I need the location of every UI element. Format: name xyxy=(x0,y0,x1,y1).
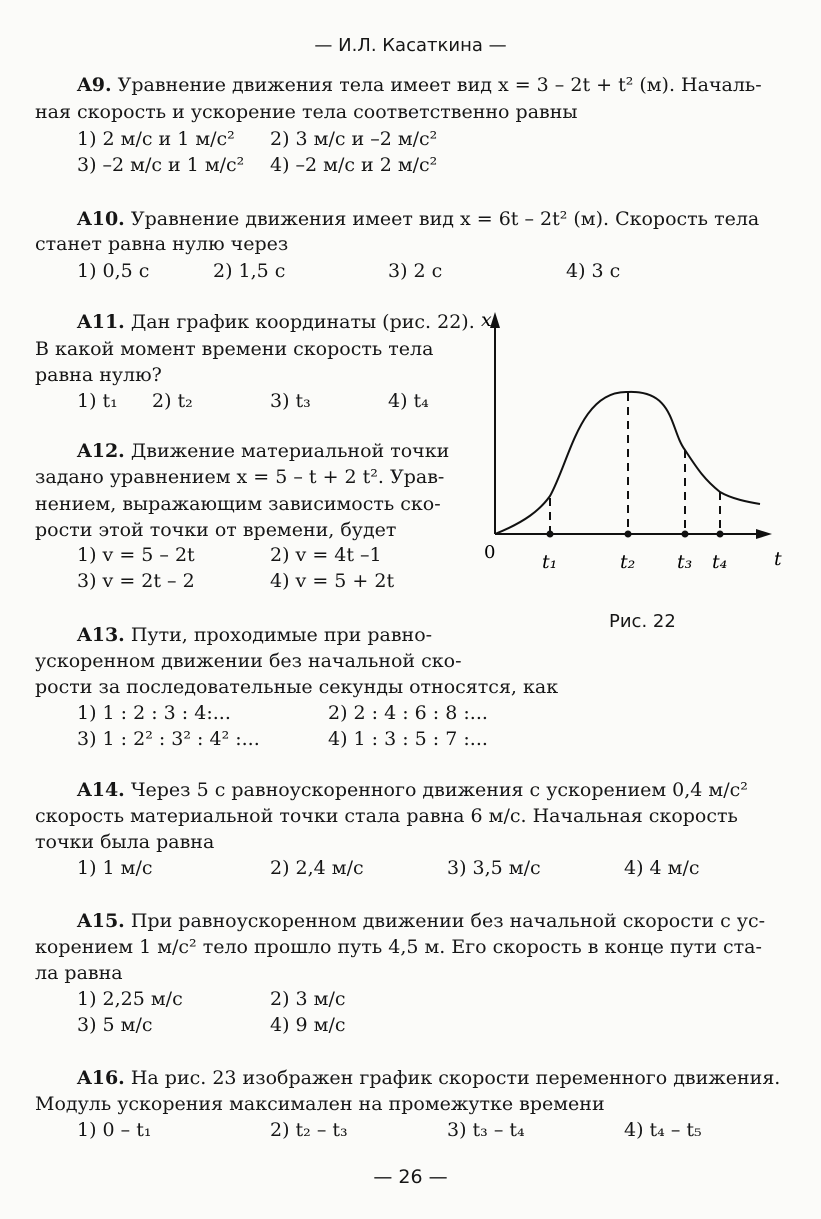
question-id: A11. xyxy=(77,311,125,333)
option-4[interactable]: 4) t₄ xyxy=(388,390,429,412)
option-3[interactable]: 3) t₃ – t₄ xyxy=(447,1119,525,1141)
option-4[interactable]: 4) t₄ – t₅ xyxy=(624,1119,702,1141)
t1-point xyxy=(547,531,554,538)
y-axis-label: x xyxy=(481,309,492,331)
question-text-line: задано уравнением x = 5 – t + 2 t². Урав- xyxy=(35,466,445,488)
option-3[interactable]: 3) v = 2t – 2 xyxy=(77,570,195,592)
option-4[interactable]: 4) 3 с xyxy=(566,260,621,282)
question-text-line: Через 5 с равноускоренного движения с ускорением 0,4 м/с² xyxy=(130,779,748,801)
question-text-line: рости этой точки от времени, будет xyxy=(35,519,397,541)
question-id: A14. xyxy=(77,779,125,801)
question-text-line: равна нулю? xyxy=(35,364,162,386)
x-axis-arrow xyxy=(756,529,772,539)
option-1[interactable]: 1) 0 – t₁ xyxy=(77,1119,152,1141)
question-id: A13. xyxy=(77,624,125,646)
tick-label-t1: t₁ xyxy=(542,551,558,573)
option-1[interactable]: 1) 2 м/с и 1 м/с² xyxy=(77,128,235,150)
option-2[interactable]: 2) v = 4t –1 xyxy=(270,544,382,566)
tick-label-t3: t₃ xyxy=(677,551,693,573)
page-footer: — 26 — xyxy=(373,1166,448,1188)
origin-label: 0 xyxy=(484,542,496,563)
question-id: A9. xyxy=(77,74,112,96)
x-axis-label: t xyxy=(774,548,782,570)
question-id: A12. xyxy=(77,440,125,462)
option-3[interactable]: 3) 1 : 2² : 3² : 4² :... xyxy=(77,728,260,750)
option-2[interactable]: 2) 3 м/с xyxy=(270,988,346,1010)
option-3[interactable]: 3) –2 м/с и 1 м/с² xyxy=(77,154,245,176)
option-2[interactable]: 2) 3 м/с и –2 м/с² xyxy=(270,128,438,150)
question-text-line: При равноускоренном движении без начальной скорости с ус- xyxy=(130,910,766,932)
option-4[interactable]: 4) 4 м/с xyxy=(624,857,700,879)
option-2[interactable]: 2) t₂ – t₃ xyxy=(270,1119,348,1141)
question-text-line: ускоренном движении без начальной ско- xyxy=(35,650,462,672)
question-text-line: Дан график координаты (рис. 22). xyxy=(130,311,475,333)
option-4[interactable]: 4) 1 : 3 : 5 : 7 :... xyxy=(328,728,488,750)
figure-22 xyxy=(470,300,800,600)
t2-point xyxy=(625,531,632,538)
question-text-line: Пути, проходимые при равно- xyxy=(130,624,433,646)
option-2[interactable]: 2) 2 : 4 : 6 : 8 :... xyxy=(328,702,488,724)
question-text-line: точки была равна xyxy=(35,831,215,853)
question-text-line: скорость материальной точки стала равна 6 м/с. Начальная скорость xyxy=(35,805,738,827)
option-4[interactable]: 4) –2 м/с и 2 м/с² xyxy=(270,154,438,176)
question-text-line: нением, выражающим зависимость ско- xyxy=(35,493,441,515)
question-text-line: Движение материальной точки xyxy=(130,440,450,462)
option-2[interactable]: 2) t₂ xyxy=(152,390,193,412)
question-text-line: ная скорость и ускорение тела соответственно равны xyxy=(35,101,578,123)
question-id: A10. xyxy=(77,208,125,230)
question-text-line: корением 1 м/с² тело прошло путь 4,5 м. Его скорость в конце пути ста- xyxy=(35,936,762,958)
question-text-line: В какой момент времени скорость тела xyxy=(35,338,434,360)
question-text-line: рости за последовательные секунды относятся, как xyxy=(35,676,559,698)
figure-caption: Рис. 22 xyxy=(609,611,676,632)
option-1[interactable]: 1) 0,5 с xyxy=(77,260,150,282)
option-4[interactable]: 4) 9 м/с xyxy=(270,1014,346,1036)
option-4[interactable]: 4) v = 5 + 2t xyxy=(270,570,395,592)
page-header: — И.Л. Касаткина — xyxy=(314,35,507,56)
option-1[interactable]: 1) v = 5 – 2t xyxy=(77,544,195,566)
option-2[interactable]: 2) 2,4 м/с xyxy=(270,857,364,879)
option-3[interactable]: 3) t₃ xyxy=(270,390,311,412)
question-text-line: Уравнение движения имеет вид x = 6t – 2t² (м). Скорость тела xyxy=(130,208,760,230)
option-1[interactable]: 1) t₁ xyxy=(77,390,118,412)
question-text-line: Уравнение движения тела имеет вид x = 3 – 2t + t² (м). Началь- xyxy=(117,74,762,96)
t3-point xyxy=(682,531,689,538)
question-id: A16. xyxy=(77,1067,125,1089)
question-text-line: ла равна xyxy=(35,962,123,984)
option-1[interactable]: 1) 1 м/с xyxy=(77,857,153,879)
tick-label-t2: t₂ xyxy=(620,551,636,573)
option-3[interactable]: 3) 3,5 м/с xyxy=(447,857,541,879)
question-id: A15. xyxy=(77,910,125,932)
t4-point xyxy=(717,531,724,538)
question-text-line: станет равна нулю через xyxy=(35,233,289,255)
option-3[interactable]: 3) 5 м/с xyxy=(77,1014,153,1036)
option-1[interactable]: 1) 2,25 м/с xyxy=(77,988,183,1010)
option-1[interactable]: 1) 1 : 2 : 3 : 4:... xyxy=(77,702,231,724)
question-text-line: На рис. 23 изображен график скорости переменного движения. xyxy=(130,1067,781,1089)
option-2[interactable]: 2) 1,5 с xyxy=(213,260,286,282)
option-3[interactable]: 3) 2 с xyxy=(388,260,443,282)
tick-label-t4: t₄ xyxy=(712,551,728,573)
question-text-line: Модуль ускорения максимален на промежутке времени xyxy=(35,1093,605,1115)
